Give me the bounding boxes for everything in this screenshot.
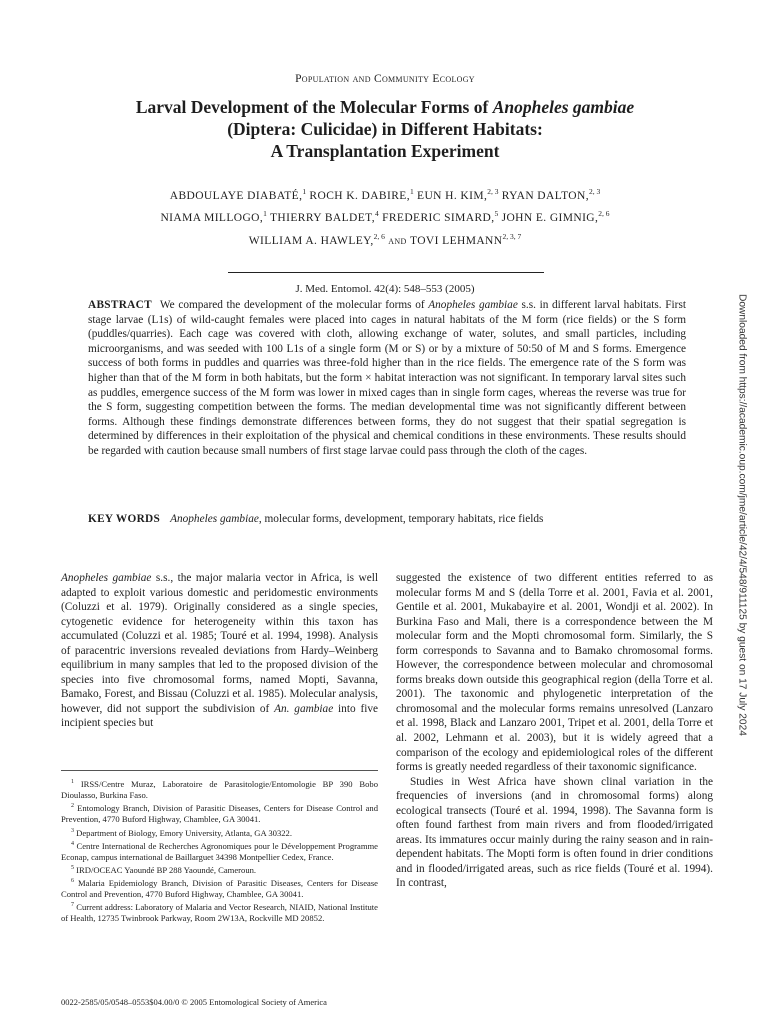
- footnote-number: 5: [71, 864, 74, 871]
- author: RYAN DALTON,: [501, 189, 589, 202]
- title-line-3: A Transplantation Experiment: [270, 141, 500, 161]
- author-affiliation: 2, 3: [487, 187, 499, 196]
- body-column-right: [396, 571, 713, 891]
- footnote-text: Department of Biology, Emory University, Atlanta, GA 30322.: [76, 827, 293, 838]
- abstract-text: We compared the development of the molecular forms of: [159, 299, 429, 311]
- footnote: [61, 863, 378, 876]
- footnote-number: 2: [71, 803, 74, 810]
- abstract-text: s.s. in different larval habitats. First stage larvae (L1s) of wild-caught females were placed into cages in natural habitats of the M form (rice fields) or the S form (puddles/quarries). Each cage was covered with cloth, allowing exchange of water, solutes, and small particles, including microorganisms, and was seeded with 100 L1s of a single form (M or S) or by a mixture of 50:50 of M and S forms. Emergence success of both forms in puddles and quarries was three-fold higher than in the rice fields. The emergence rate of the S form was higher than that of the M form in both habitats, but the form × habitat interaction was not significant. In temporary larval sites such as puddles, emergence success of the M form was lower in mixed cages than in single form cages, whereas the reverse was true for the S form, suggesting competition between the forms. The median developmental time was not significantly different between forms. Although these findings demonstrate differences between forms, they do not suggest that their spatial segregation is determined by differences in their exploitation of the physical and chemical conditions in these environments. These results should be regarded with caution because small numbers of first stage larvae could pass through the cloth of the cages.: [88, 299, 686, 457]
- body-paragraph: [61, 571, 378, 731]
- author: FREDERIC SIMARD,: [382, 212, 495, 225]
- footnote-number: 3: [71, 827, 74, 834]
- footnote: [61, 777, 378, 801]
- author: WILLIAM A. HAWLEY,: [248, 234, 374, 247]
- footnote: [61, 826, 378, 839]
- body-text: into five incipient species but: [61, 702, 379, 730]
- copyright-line: 0022-2585/05/0548–0553$04.00/0 © 2005 Entomological Society of America: [61, 997, 327, 1007]
- footnote: [61, 801, 378, 825]
- article-title: [60, 96, 710, 162]
- author-affiliation: 2, 3, 7: [502, 231, 522, 241]
- keywords-species: Anopheles gambiae: [170, 513, 259, 525]
- author: JOHN E. GIMNIG,: [501, 212, 599, 225]
- author: EUN H. KIM,: [417, 189, 488, 202]
- footnote-text: Current address: Laboratory of Malaria and Vector Research, NIAID, National Institute of Health, 12735 Twinbrook Parkway, Room 2W13A, Rockville MD 20852.: [61, 902, 378, 924]
- author-list: [60, 183, 710, 250]
- author-affiliation: 5: [494, 209, 499, 219]
- author-affiliation: 4: [375, 209, 379, 219]
- author-affiliation: 2, 6: [598, 209, 610, 219]
- affiliation-footnotes: [61, 770, 378, 924]
- keywords: [88, 513, 708, 525]
- author: TOVI LEHMANN: [410, 234, 503, 247]
- author: ROCH K. DABIRE,: [309, 189, 410, 202]
- author: ABDOULAYE DIABATÉ,: [169, 189, 303, 202]
- body-species: Anopheles gambiae: [61, 572, 152, 584]
- footnote: [61, 876, 378, 900]
- footnote-text: Malaria Epidemiology Branch, Division of Parasitic Diseases, Centers for Disease Control and Prevention, 4770 Buford Highway, Chamblee, GA 30041.: [61, 877, 378, 899]
- footnote-text: Entomology Branch, Division of Parasitic Diseases, Centers for Disease Control and Prevention, 4770 Buford Highway, Chamblee, GA 30041.: [61, 803, 378, 825]
- keywords-label: KEY WORDS: [88, 513, 161, 525]
- abstract-species: Anopheles gambiae: [428, 299, 518, 311]
- author: THIERRY BALDET,: [270, 212, 376, 225]
- footnote: [61, 900, 378, 924]
- section-heading: Population and Community Ecology: [295, 73, 475, 85]
- title-line-2: (Diptera: Culicidae) in Different Habitats:: [227, 119, 543, 139]
- body-paragraph: suggested the existence of two different entities referred to as molecular forms M and S (della Torre et al. 2001, Favia et al. 2001, Gentile et al. 2001, Mukabayire et al. 2001, Wondji et al. 2002). In Burkina Faso and Mali, there is a correspondence between the M molecular form and the Mopti chromosomal form. Similarly, the S form corresponds to Savanna and to Bamako chromosomal forms. However, the correspondence between molecular and chromosomal forms breaks down outside this geographical region (della Torre et al. 2001). The taxonomic and phylogenetic interpretation of the chromosomal and the molecular forms remains unresolved (Lanzaro et al. 1998, Black and Lanzaro 2001, Tripet et al. 2001, della Torre et al. 2002, Lehmann et al. 2003), but it is widely agreed that a comparison of the ecology and epidemiological roles of the different forms is greatly needed regardless of their taxonomic significance.: [396, 572, 713, 774]
- body-text: s.s., the major malaria vector in Africa, is well adapted to exploit various domestic and peridomestic environments (Coluzzi et al. 1979). Originally considered as a single species, cytogenetic evidence for heterogeneity within this taxon has accumulated (Coluzzi et al. 1985; Touré et al. 1994, 1998). Analysis of paracentric inversions revealed deviations from Hardy–Weinberg equilibrium in many samples that led to the proposed division of the species into five chromosomal forms, named Mopti, Savanna, Bamako, Forest, and Bissau (Coluzzi et al. 1985). Molecular analysis, however, did not support the subdivision of: [61, 572, 378, 715]
- divider-rule: [228, 272, 544, 273]
- body-paragraph: Studies in West Africa have shown clinal variation in the frequencies of inversions (and in chromosomal forms) along ecological transects (Touré et al. 1994, 1998). The Savanna form is often found farthest from main rivers and from flooded/irrigated areas. Its immatures occur mainly during the rainy season and in rain-dependent habitats. The Mopti form is often found in drier conditions and in flooded/irrigated areas, such as rice fields (Touré et al. 1994). In contrast,: [396, 775, 713, 890]
- footnote-number: 4: [71, 840, 74, 847]
- author-affiliation: 2, 3: [588, 187, 601, 196]
- download-watermark: [734, 267, 750, 763]
- footnote-number: 1: [71, 779, 74, 785]
- author: NIAMA MILLOGO,: [160, 212, 264, 225]
- abstract-label: ABSTRACT: [88, 299, 152, 311]
- author-affiliation: 1: [263, 209, 267, 219]
- title-line-1-text: Larval Development of the Molecular Forms of: [135, 97, 493, 117]
- footnote-number: 6: [71, 877, 74, 884]
- footnote-text: IRSS/Centre Muraz, Laboratoire de Parasitologie/Entomologie BP 390 Bobo Dioulasso, Burkina Faso.: [61, 778, 378, 801]
- author-affiliation: 2, 6: [373, 231, 385, 241]
- footnote-number: 7: [71, 902, 74, 909]
- keywords-text: , molecular forms, development, temporary habitats, rice fields: [258, 513, 544, 525]
- body-column-left: [61, 571, 378, 731]
- footnote-text: Centre International de Recherches Agronomiques pour le Développement Programme Econap, campus international de Baillarguet 34398 Montpellier Cedex, France.: [61, 840, 378, 862]
- footnote: [61, 839, 378, 863]
- author-affiliation: 1: [302, 187, 307, 196]
- author-affiliation: 1: [409, 187, 414, 196]
- download-watermark-text: Downloaded from https://academic.oup.com/jme/article/42/4/548/911125 by guest on 17 July 2024: [736, 294, 748, 736]
- title-species: Anopheles gambiae: [492, 97, 635, 117]
- author-separator: and: [384, 234, 411, 247]
- abstract: [88, 298, 686, 459]
- body-species-abbrev: An. gambiae: [274, 702, 334, 715]
- footnote-text: IRD/OCEAC Yaoundé BP 288 Yaoundé, Cameroun.: [76, 864, 257, 875]
- journal-reference: J. Med. Entomol. 42(4): 548–553 (2005): [295, 283, 475, 295]
